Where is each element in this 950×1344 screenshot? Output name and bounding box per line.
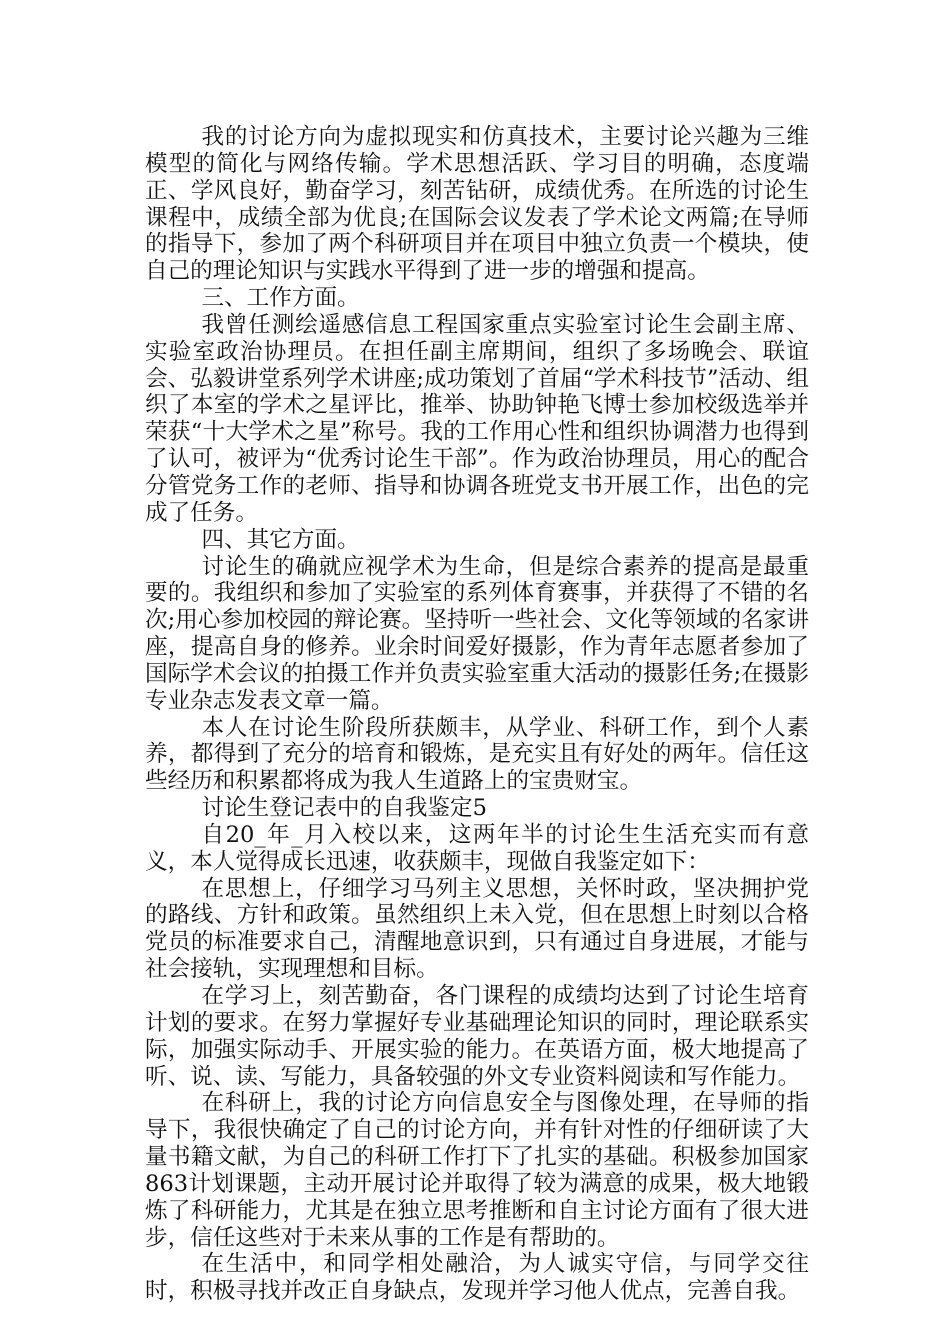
paragraph-work: 我曾任测绘遥感信息工程国家重点实验室讨论生会副主席、实验室政治协理员。在担任副主席期间，组织了多场晚会、联谊会、弘毅讲堂系列学术讲座;成功策划了首届“学术科技节”活动、组织了本室的学术之星评比，推举、协助钟艳飞博士参加校级选举并荣获“十大学术之星”称号。我的工作用心性和组织协调潜力也得到了认可，被评为“优秀讨论生干部”。作为政治协理员，用心的配合分管党务工作的老师、指导和协调各班党支书开展工作，出色的完成了任务。 <box>145 311 809 526</box>
paragraph-intro: 自20_年_月入校以来，这两年半的讨论生生活充实而有意义，本人觉得成长迅速，收获颇丰，现做自我鉴定如下： <box>145 821 809 875</box>
paragraph-life: 在生活中，和同学相处融洽，为人诚实守信，与同学交往时，积极寻找并改正自身缺点，发现并学习他人优点，完善自我。 <box>145 1251 809 1305</box>
paragraph-summary: 本人在讨论生阶段所获颇丰，从学业、科研工作，到个人素养，都得到了充分的培育和锻炼，是充实且有好处的两年。信任这些经历和积累都将成为我人生道路上的宝贵财宝。 <box>145 714 809 795</box>
heading-other: 四、其它方面。 <box>201 526 360 553</box>
paragraph-research-direction: 我的讨论方向为虚拟现实和仿真技术，主要讨论兴趣为三维模型的简化与网络传输。学术思想活跃、学习目的明确，态度端正、学风良好，勤奋学习，刻苦钻研，成绩优秀。在所选的讨论生课程中，成绩全部为优良;在国际会议发表了学术论文两篇;在导师的指导下，参加了两个科研项目并在项目中独立负责一个模块，使自己的理论知识与实践水平得到了进一步的增强和提高。 <box>145 124 809 285</box>
paragraph-study: 在学习上，刻苦勤奋，各门课程的成绩均达到了讨论生培育计划的要求。在努力掌握好专业基础理论知识的同时，理论联系实际，加强实际动手、开展实验的能力。在英语方面，极大地提高了听、说、读、写能力，具备较强的外文专业资料阅读和写作能力。 <box>145 983 809 1090</box>
document-body <box>145 124 809 1305</box>
heading-self-assessment-5: 讨论生登记表中的自我鉴定5 <box>201 795 487 822</box>
paragraph-thought: 在思想上，仔细学习马列主义思想，关怀时政，坚决拥护党的路线、方针和政策。虽然组织上未入党，但在思想上时刻以合格党员的标准要求自己，清醒地意识到，只有通过自身进展，才能与社会接轨，实现理想和目标。 <box>145 875 809 983</box>
heading-work: 三、工作方面。 <box>201 285 360 312</box>
paragraph-other: 讨论生的确就应视学术为生命，但是综合素养的提高是最重要的。我组织和参加了实验室的系列体育赛事，并获得了不错的名次;用心参加校园的辩论赛。坚持听一些社会、文化等领域的名家讲座，提高自身的修养。业余时间爱好摄影，作为青年志愿者参加了国际学术会议的拍摄工作并负责实验室重大活动的摄影任务;在摄影专业杂志发表文章一篇。 <box>145 553 809 714</box>
paragraph-research: 在科研上，我的讨论方向信息安全与图像处理，在导师的指导下，我很快确定了自己的讨论方向，并有针对性的仔细研读了大量书籍文献，为自己的科研工作打下了扎实的基础。积极参加国家863计划课题，主动开展讨论并取得了较为满意的成果，极大地锻炼了科研能力，尤其是在独立思考推断和自主讨论方面有了很大进步，信任这些对于未来从事的工作是有帮助的。 <box>145 1090 809 1251</box>
